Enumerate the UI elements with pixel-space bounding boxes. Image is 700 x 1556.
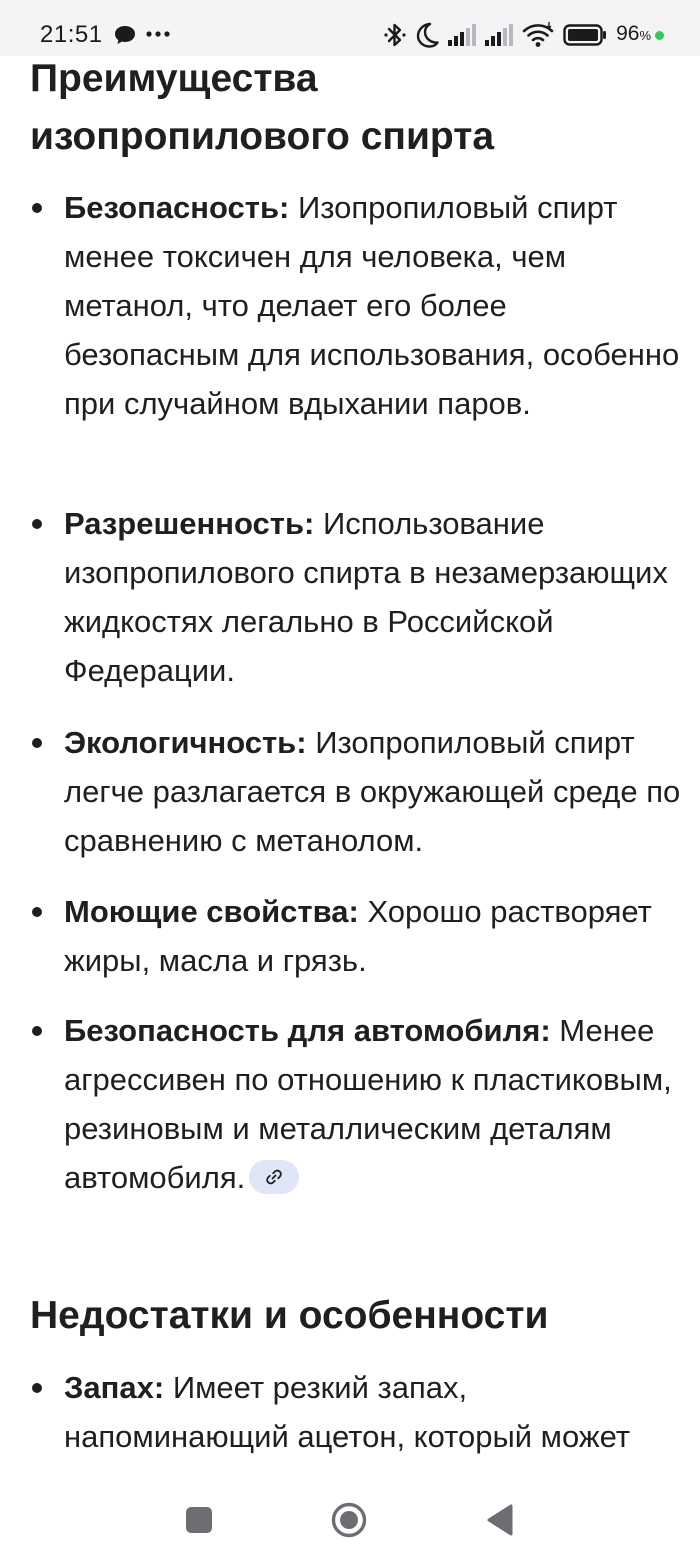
list-item <box>64 718 684 865</box>
item-term: Безопасность: <box>64 190 290 225</box>
section-heading-disadvantages: Недостатки и особенности <box>30 1294 549 1337</box>
more-dots-icon <box>146 31 170 37</box>
do-not-disturb-moon-icon <box>415 22 439 48</box>
item-text: Имеет резкий запах, напоминающий ацетон, который может <box>64 1370 631 1454</box>
item-term: Разрешенность: <box>64 506 315 541</box>
status-icons <box>384 18 664 52</box>
bullet <box>32 738 42 748</box>
recents-square-icon <box>185 1506 213 1534</box>
list-item <box>64 183 684 428</box>
home-button[interactable] <box>321 1492 377 1548</box>
list-item <box>64 1006 684 1202</box>
item-term: Безопасность для автомобиля: <box>64 1013 551 1048</box>
status-time: 21:51 <box>40 21 103 48</box>
heading-line: Преимущества <box>30 57 318 100</box>
list-item <box>64 887 684 985</box>
source-link-chip[interactable] <box>249 1160 299 1194</box>
bullet <box>32 1383 42 1393</box>
bullet <box>32 519 42 529</box>
item-term: Экологичность: <box>64 725 307 760</box>
signal-icon <box>448 24 476 46</box>
battery-icon <box>563 24 607 46</box>
heading-line: изопропилового спирта <box>30 115 495 158</box>
item-text: Менее агрессивен по отношению к пластиковым, резиновым и металлическим деталям автомобиля. <box>64 1013 672 1195</box>
back-triangle-icon <box>485 1504 515 1536</box>
status-bar <box>0 0 700 56</box>
item-term: Запах: <box>64 1370 165 1405</box>
section-heading-advantages <box>30 50 494 166</box>
item-text: Хорошо растворяет жиры, масла и грязь. <box>64 894 652 978</box>
item-text: Изопропиловый спирт легче разлагается в окружающей среде по сравнению с метанолом. <box>64 725 681 858</box>
wifi-icon <box>522 22 554 48</box>
privacy-indicator-dot <box>655 31 664 40</box>
bluetooth-icon <box>384 22 406 48</box>
bullet <box>32 203 42 213</box>
recents-button[interactable] <box>171 1492 227 1548</box>
bullet <box>32 907 42 917</box>
navigation-bar <box>0 1480 700 1556</box>
link-icon <box>265 1168 283 1186</box>
item-text: Изопропиловый спирт менее токсичен для человека, чем метанол, что делает его более безопасным для использования, особенно при случайном вдыхании паров. <box>64 190 680 421</box>
back-button[interactable] <box>472 1492 528 1548</box>
home-circle-icon <box>330 1501 368 1539</box>
item-term: Моющие свойства: <box>64 894 359 929</box>
battery-percent: 96% <box>616 22 651 45</box>
list-item <box>64 499 684 695</box>
signal-icon <box>485 24 513 46</box>
bullet <box>32 1026 42 1036</box>
chat-bubble-icon <box>114 25 136 45</box>
list-item <box>64 1363 684 1461</box>
item-text: Использование изопропилового спирта в незамерзающих жидкостях легально в Российской Федерации. <box>64 506 668 688</box>
